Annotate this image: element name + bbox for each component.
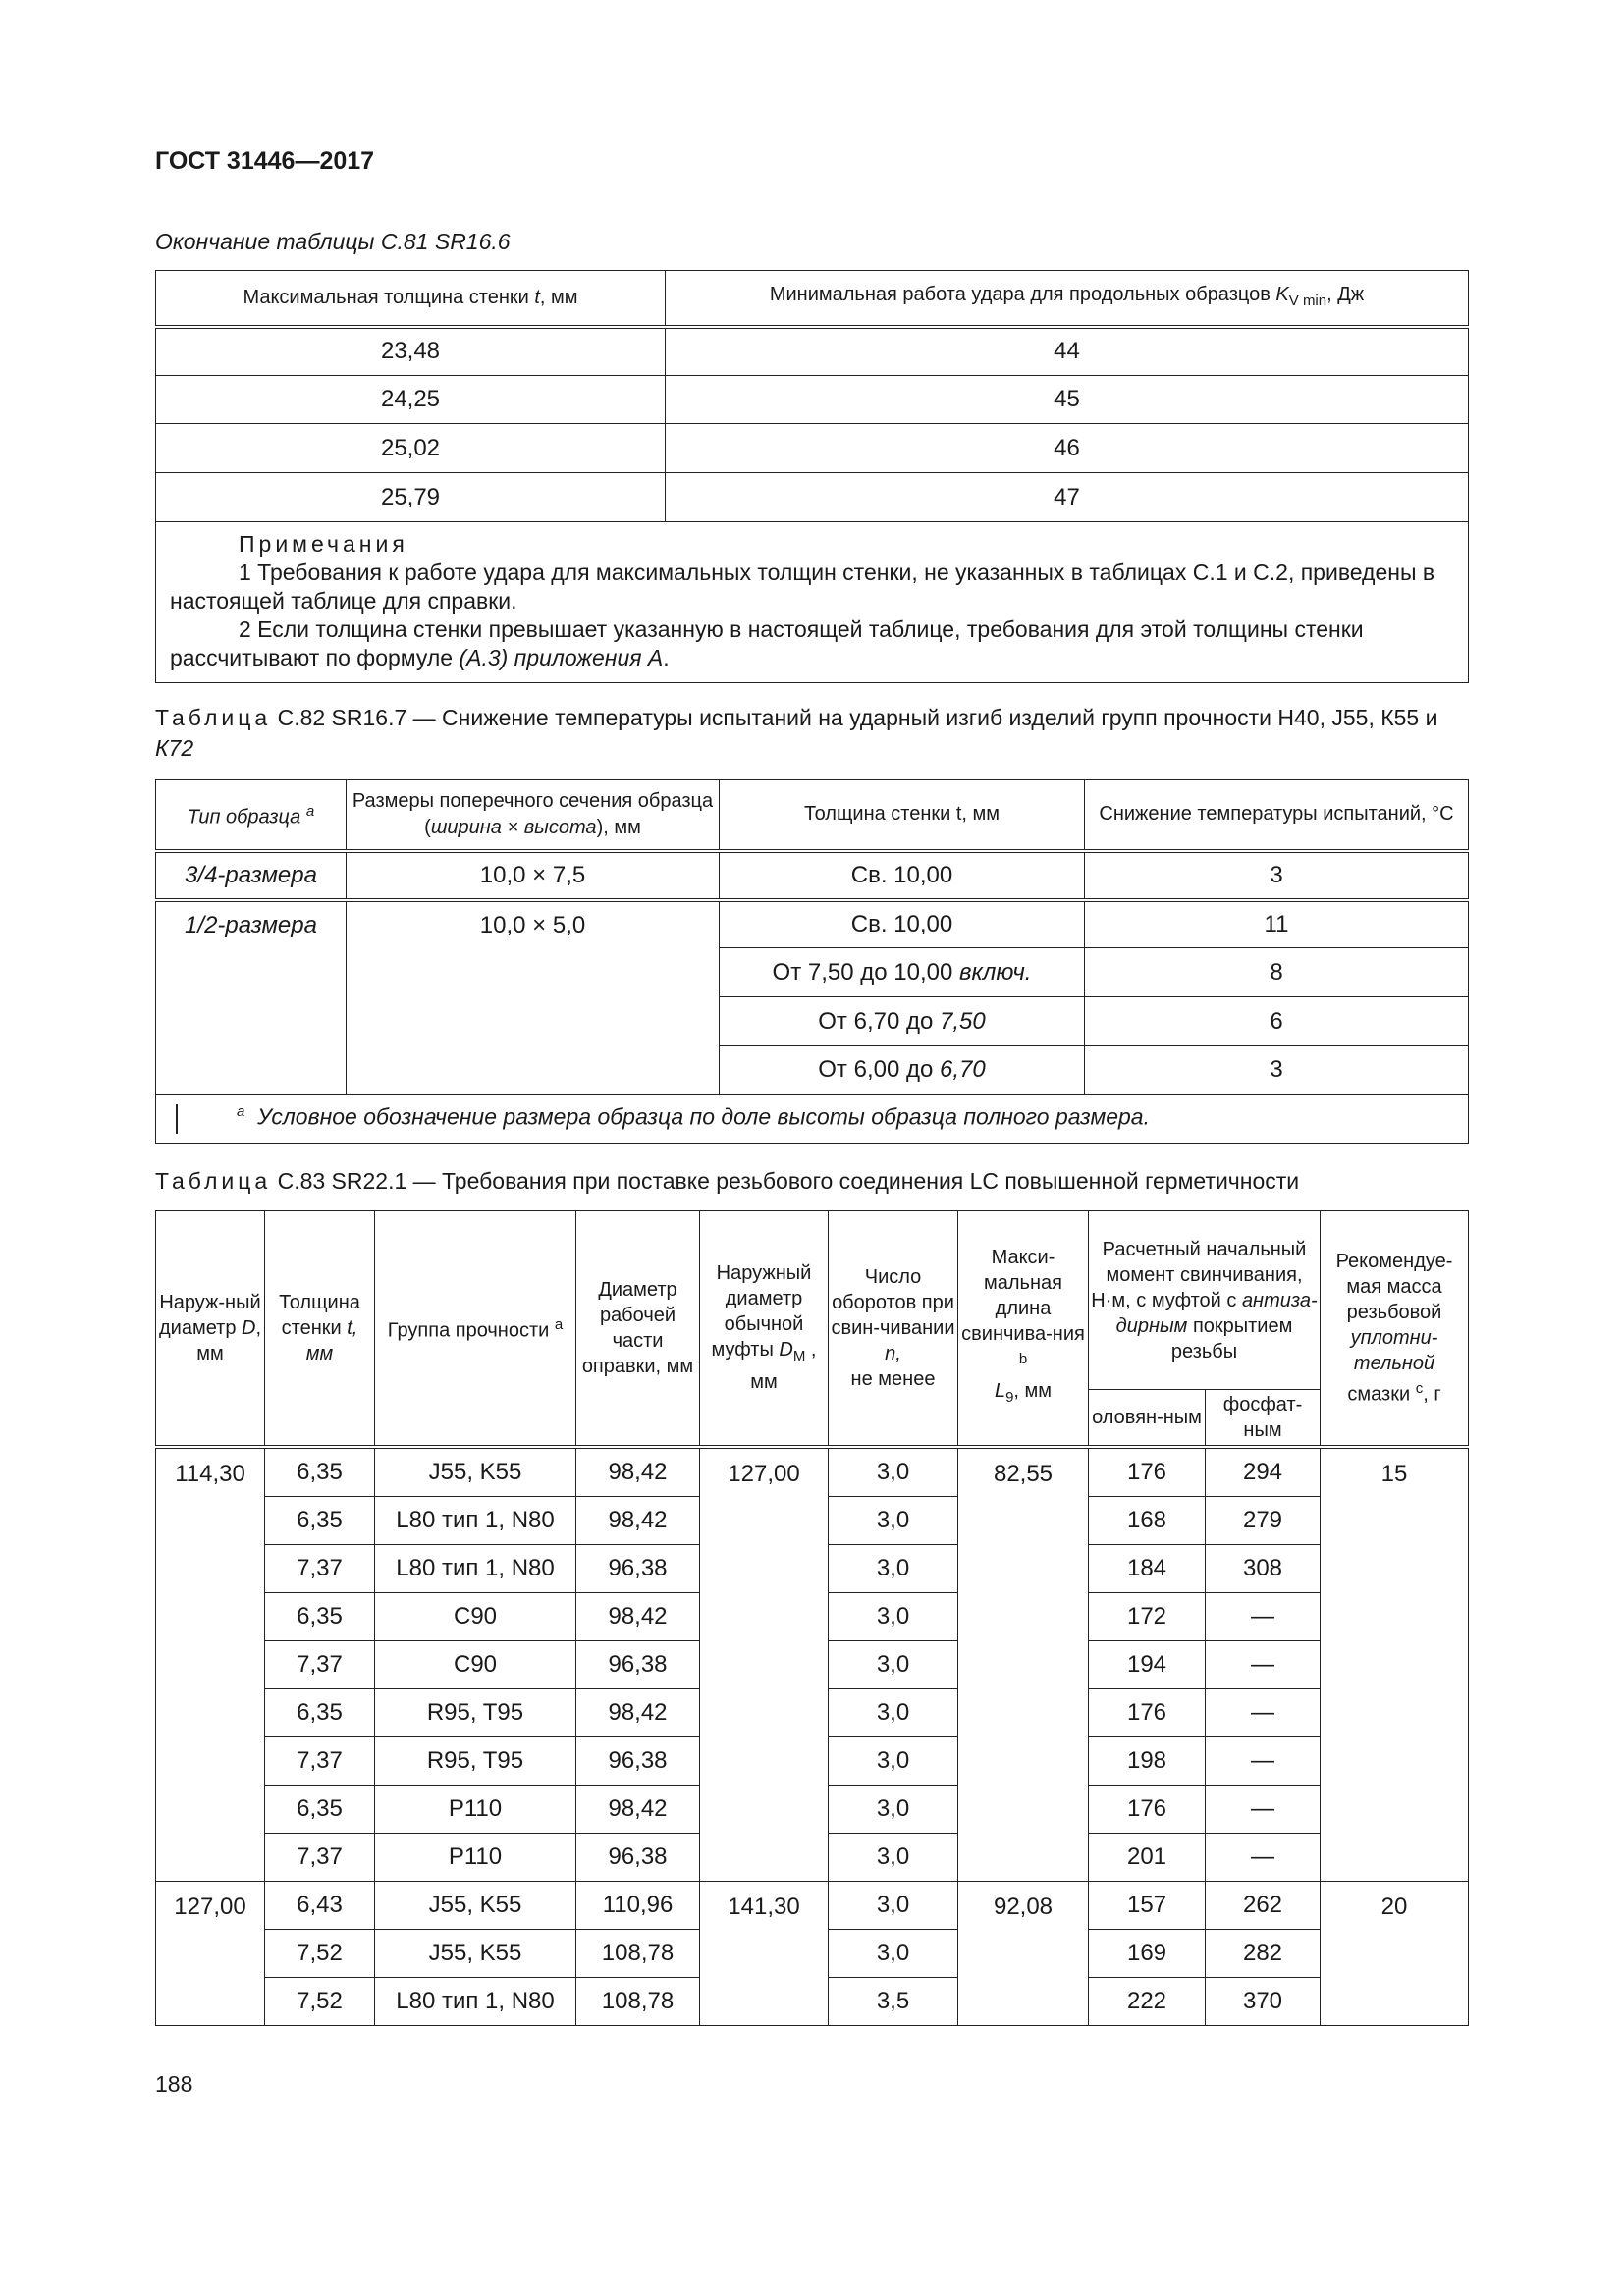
table-cell: 7,37 [265,1544,375,1592]
table-cell: 127,00 [700,1447,829,1882]
table-cell: 47 [666,473,1469,522]
table-cell: 45 [666,376,1469,424]
table-cell: 370 [1206,1977,1321,2025]
table-cell: — [1206,1785,1321,1833]
table-cell: Св. 10,00 [720,900,1085,948]
table-cell: 7,52 [265,1977,375,2025]
document-header: ГОСТ 31446—2017 [155,147,375,175]
t3-length-header: Макси-мальная длина свинчива-ния $^b$ $L_9$, мм [958,1211,1089,1447]
table-cell: 169 [1089,1929,1206,1977]
table-cell: От 7,50 до 10,00 включ. [720,948,1085,997]
t3-tin-header: оловян-ным [1089,1390,1206,1447]
t2-wall-header: Толщина стенки t, мм [720,780,1085,851]
table-cell: 3,0 [829,1640,958,1688]
table-cell: 6,35 [265,1496,375,1544]
table-cell: 7,52 [265,1929,375,1977]
t2-temp-header: Снижение температуры испытаний, °С [1085,780,1469,851]
t3-grade-header: Группа прочности $^a$ [375,1211,576,1447]
table-cell: R95, T95 [375,1736,576,1785]
table-cell: 98,42 [576,1688,700,1736]
notes-title: Примечания [239,531,408,557]
table-cell: 3,0 [829,1544,958,1592]
table-cell: 98,42 [576,1785,700,1833]
table-cell: 194 [1089,1640,1206,1688]
table-cell: 92,08 [958,1881,1089,2025]
table-cell: 294 [1206,1447,1321,1497]
table-cell: 176 [1089,1785,1206,1833]
table2-caption: Таблица С.82 SR16.7 — Снижение температуры испытаний на ударный изгиб изделий групп прочности Н40, J55, К55 и К72 [155,705,1438,761]
table-cell: 3,0 [829,1447,958,1497]
table-cell: 15 [1321,1447,1469,1882]
table3-caption: Таблица С.83 SR22.1 — Требования при поставке резьбового соединения LC повышенной герметичности [155,1168,1300,1194]
table-cell: 198 [1089,1736,1206,1785]
table-cell: 1/2-размера [156,900,347,1095]
table-cell: 24,25 [156,376,666,424]
table-cell: 44 [666,327,1469,376]
t1-col1-header: Максимальная толщина стенки t, мм [156,271,666,327]
table-cell: 262 [1206,1881,1321,1929]
t3-mass-header: Рекомендуе-мая масса резьбовой уплотни-тельной смазки $^c$, г [1321,1211,1469,1447]
table-cell: 98,42 [576,1592,700,1640]
table-cell: 7,37 [265,1736,375,1785]
table-cell: R95, T95 [375,1688,576,1736]
table-cell: 222 [1089,1977,1206,2025]
table-c82 [155,779,1469,1144]
table-cell: 201 [1089,1833,1206,1881]
table-cell: 141,30 [700,1881,829,2025]
table-cell: 308 [1206,1544,1321,1592]
t3-turns-header: Число оборотов при свин-чивании n, не менее [829,1211,958,1447]
table-cell: C90 [375,1640,576,1688]
table-cell: 279 [1206,1496,1321,1544]
table-cell: 108,78 [576,1977,700,2025]
table-cell: 176 [1089,1447,1206,1497]
table-cell: — [1206,1592,1321,1640]
table-cell: — [1206,1736,1321,1785]
t3-pin-header: Диаметр рабочей части оправки, мм [576,1211,700,1447]
table-cell: 98,42 [576,1447,700,1497]
table-cell: 3 [1085,851,1469,900]
table1-notes [156,522,1469,683]
table-c83 [155,1210,1469,2026]
table-cell: L80 тип 1, N80 [375,1496,576,1544]
table-cell: 25,02 [156,424,666,473]
table-cell: 8 [1085,948,1469,997]
table-cell: 3 [1085,1046,1469,1095]
table-cell: 23,48 [156,327,666,376]
table-cell: 172 [1089,1592,1206,1640]
table-cell: 6,35 [265,1688,375,1736]
table-cell: 25,79 [156,473,666,522]
table-cell: 98,42 [576,1496,700,1544]
table-cell: L80 тип 1, N80 [375,1544,576,1592]
table-cell: 3/4-размера [156,851,347,900]
table-cell: L80 тип 1, N80 [375,1977,576,2025]
t3-od-header: Наруж-ный диаметр D, мм [156,1211,265,1447]
table-cell: 157 [1089,1881,1206,1929]
table-cell: 3,5 [829,1977,958,2025]
table-cell: 3,0 [829,1496,958,1544]
table-cell: J55, K55 [375,1929,576,1977]
table-cell: 7,37 [265,1640,375,1688]
table-cell: От 6,70 до 7,50 [720,997,1085,1046]
table-cell: 6,35 [265,1785,375,1833]
t3-coupling-header: Наружный диаметр обычной муфты $D_М$ , мм [700,1211,829,1447]
table-cell: 282 [1206,1929,1321,1977]
table-cell: — [1206,1688,1321,1736]
table-cell: 96,38 [576,1544,700,1592]
table-cell: 3,0 [829,1688,958,1736]
table-cell: — [1206,1833,1321,1881]
t2-size-header: Размеры поперечного сечения образца (ширина × высота), мм [347,780,720,851]
table-cell: 11 [1085,900,1469,948]
table-cell: 10,0 × 5,0 [347,900,720,1095]
t3-wall-header: Толщина стенки t, мм [265,1211,375,1447]
table-cell: 184 [1089,1544,1206,1592]
table-cell: 3,0 [829,1736,958,1785]
table-cell: 96,38 [576,1833,700,1881]
page-number: 188 [155,2071,193,2097]
table-cell: 82,55 [958,1447,1089,1882]
t3-torque-header: Расчетный начальный момент свинчивания, Н·м, с муфтой с антиза-дирным покрытием резьбы [1089,1211,1321,1390]
note-1: 1 Требования к работе удара для максимальных толщин стенки, не указанных в таблицах С.1 и С.2, приведены в настоящей таблице для справки. [170,560,1435,614]
table-cell: 3,0 [829,1785,958,1833]
table-cell: 10,0 × 7,5 [347,851,720,900]
table-cell: 3,0 [829,1881,958,1929]
table-cell: 3,0 [829,1592,958,1640]
table2-footnote: $^a$ Условное обозначение размера образца по доле высоты образца полного размера. [156,1095,1469,1144]
table-cell: 3,0 [829,1833,958,1881]
table-cell: 168 [1089,1496,1206,1544]
note-2: 2 Если толщина стенки превышает указанную в настоящей таблице, требования для этой толщины стенки рассчитывают по формуле (А.3) приложения А. [170,616,1364,670]
table-cell: J55, K55 [375,1447,576,1497]
table-cell: 114,30 [156,1447,265,1882]
table-cell: 108,78 [576,1929,700,1977]
table-cell: C90 [375,1592,576,1640]
table-cell: 176 [1089,1688,1206,1736]
table-cell: — [1206,1640,1321,1688]
table1-caption: Окончание таблицы С.81 SR16.6 [155,229,511,254]
t1-col2-header: Минимальная работа удара для продольных образцов $K_{V min}$, Дж [666,271,1469,327]
table-cell: 96,38 [576,1640,700,1688]
table-cell: 96,38 [576,1736,700,1785]
table-cell: P110 [375,1833,576,1881]
table-cell: 6,35 [265,1447,375,1497]
table-cell: 20 [1321,1881,1469,2025]
table-cell: 3,0 [829,1929,958,1977]
table-cell: 127,00 [156,1881,265,2025]
table-cell: 110,96 [576,1881,700,1929]
table-cell: 7,37 [265,1833,375,1881]
t3-phosphate-header: фосфат-ным [1206,1390,1321,1447]
table-cell: 6,43 [265,1881,375,1929]
table-cell: Св. 10,00 [720,851,1085,900]
table-cell: 6 [1085,997,1469,1046]
table-cell: 6,35 [265,1592,375,1640]
table-c81 [155,270,1469,683]
t2-type-header: Тип образца $^a$ [156,780,347,851]
table-cell: P110 [375,1785,576,1833]
table-cell: J55, K55 [375,1881,576,1929]
table-cell: 46 [666,424,1469,473]
table-cell: От 6,00 до 6,70 [720,1046,1085,1095]
